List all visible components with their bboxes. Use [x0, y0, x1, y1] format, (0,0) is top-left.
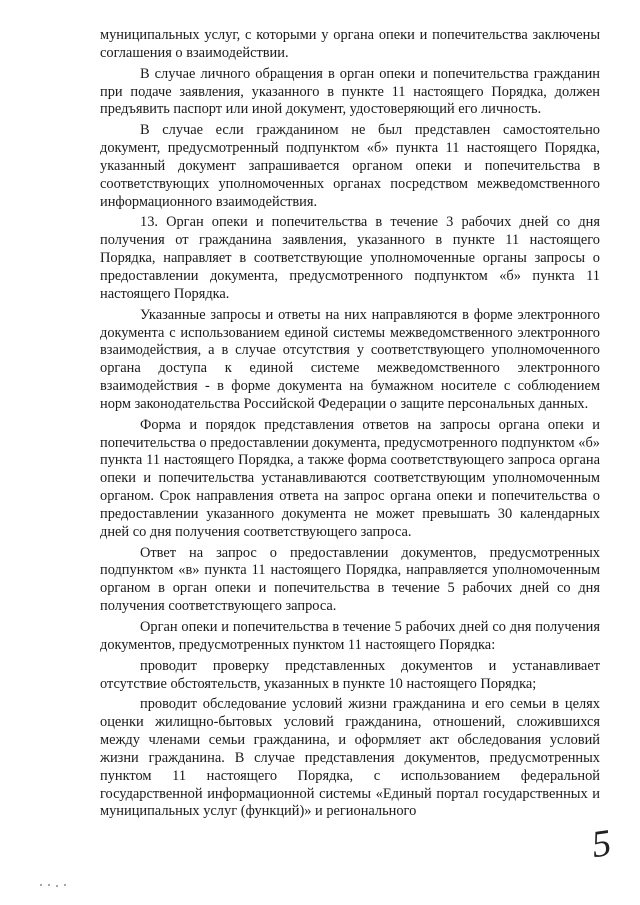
scan-speck	[56, 885, 58, 887]
paragraph-6: Форма и порядок представления ответов на запросы органа опеки и попечительства о предоставлении документа, предусмотренного подпунктом «б» пункта 11 настоящего Порядка, а также форма соответствующего запроса органа опеки и попечительства устанавливаются соответствующим уполномоченным органом. Срок направления ответа на запрос органа опеки и попечительства о предоставлении указанного документа не может превышать 30 календарных дней со дня получения соответствующего запроса.	[100, 416, 600, 540]
page-number: 5	[589, 821, 614, 867]
paragraph-7: Ответ на запрос о предоставлении документов, предусмотренных подпунктом «в» пункта 11 настоящего Порядка, направляется уполномоченным органом в орган опеки и попечительства в течение 5 рабочих дней со дня получения соответствующего запроса.	[100, 544, 600, 615]
paragraph-2: В случае личного обращения в орган опеки и попечительства гражданин при подаче заявления, указанного в пункте 11 настоящего Порядка, должен предъявить паспорт или иной документ, удостоверяющий его личность.	[100, 65, 600, 118]
paragraph-8: Орган опеки и попечительства в течение 5 рабочих дней со дня получения документов, предусмотренных пунктом 11 настоящего Порядка:	[100, 619, 600, 653]
paragraph-5: Указанные запросы и ответы на них направляются в форме электронного документа с использованием единой системы межведомственного электронного взаимодействия, а в случае отсутствия у соответствующего уполномоченного органа доступа к единой системе межведомственного электронного взаимодействия - в форме документа на бумажном носителе с соблюдением норм законодательства Российской Федерации о защите персональных данных.	[100, 306, 600, 412]
paragraph-4: 13. Орган опеки и попечительства в течение 3 рабочих дней со дня получения от гражданина заявления, указанного в пункте 11 настоящего Порядка, направляет в соответствующие уполномоченные органы запросы о предоставлении документа, предусмотренного подпунктом «б» пункта 11 настоящего Порядка.	[100, 214, 600, 302]
scan-speck	[40, 884, 42, 886]
scan-speck	[48, 884, 50, 886]
document-body	[100, 27, 600, 821]
scan-speck	[64, 884, 66, 886]
paragraph-9: проводит проверку представленных документов и устанавливает отсутствие обстоятельств, указанных в пункте 10 настоящего Порядка;	[100, 657, 600, 692]
paragraph-10: проводит обследование условий жизни гражданина и его семьи в целях оценки жилищно-бытовых условий гражданина, отношений, сложившихся между членами семьи гражданина, и оформляет акт обследования условий жизни гражданина. В случае представления документов, предусмотренных пунктом 11 настоящего Порядка, с использованием федеральной государственной информационной системы «Единый портал государственных и муниципальных услуг (функций)» и регионального	[100, 696, 600, 820]
paragraph-3: В случае если гражданином не был представлен самостоятельно документ, предусмотренный подпунктом «б» пункта 11 настоящего Порядка, указанный документ запрашивается органом опеки и попечительства в соответствующих уполномоченных органах посредством межведомственного информационного взаимодействия.	[100, 122, 600, 210]
paragraph-1: муниципальных услуг, с которыми у органа опеки и попечительства заключены соглашения о взаимодействии.	[100, 27, 600, 61]
